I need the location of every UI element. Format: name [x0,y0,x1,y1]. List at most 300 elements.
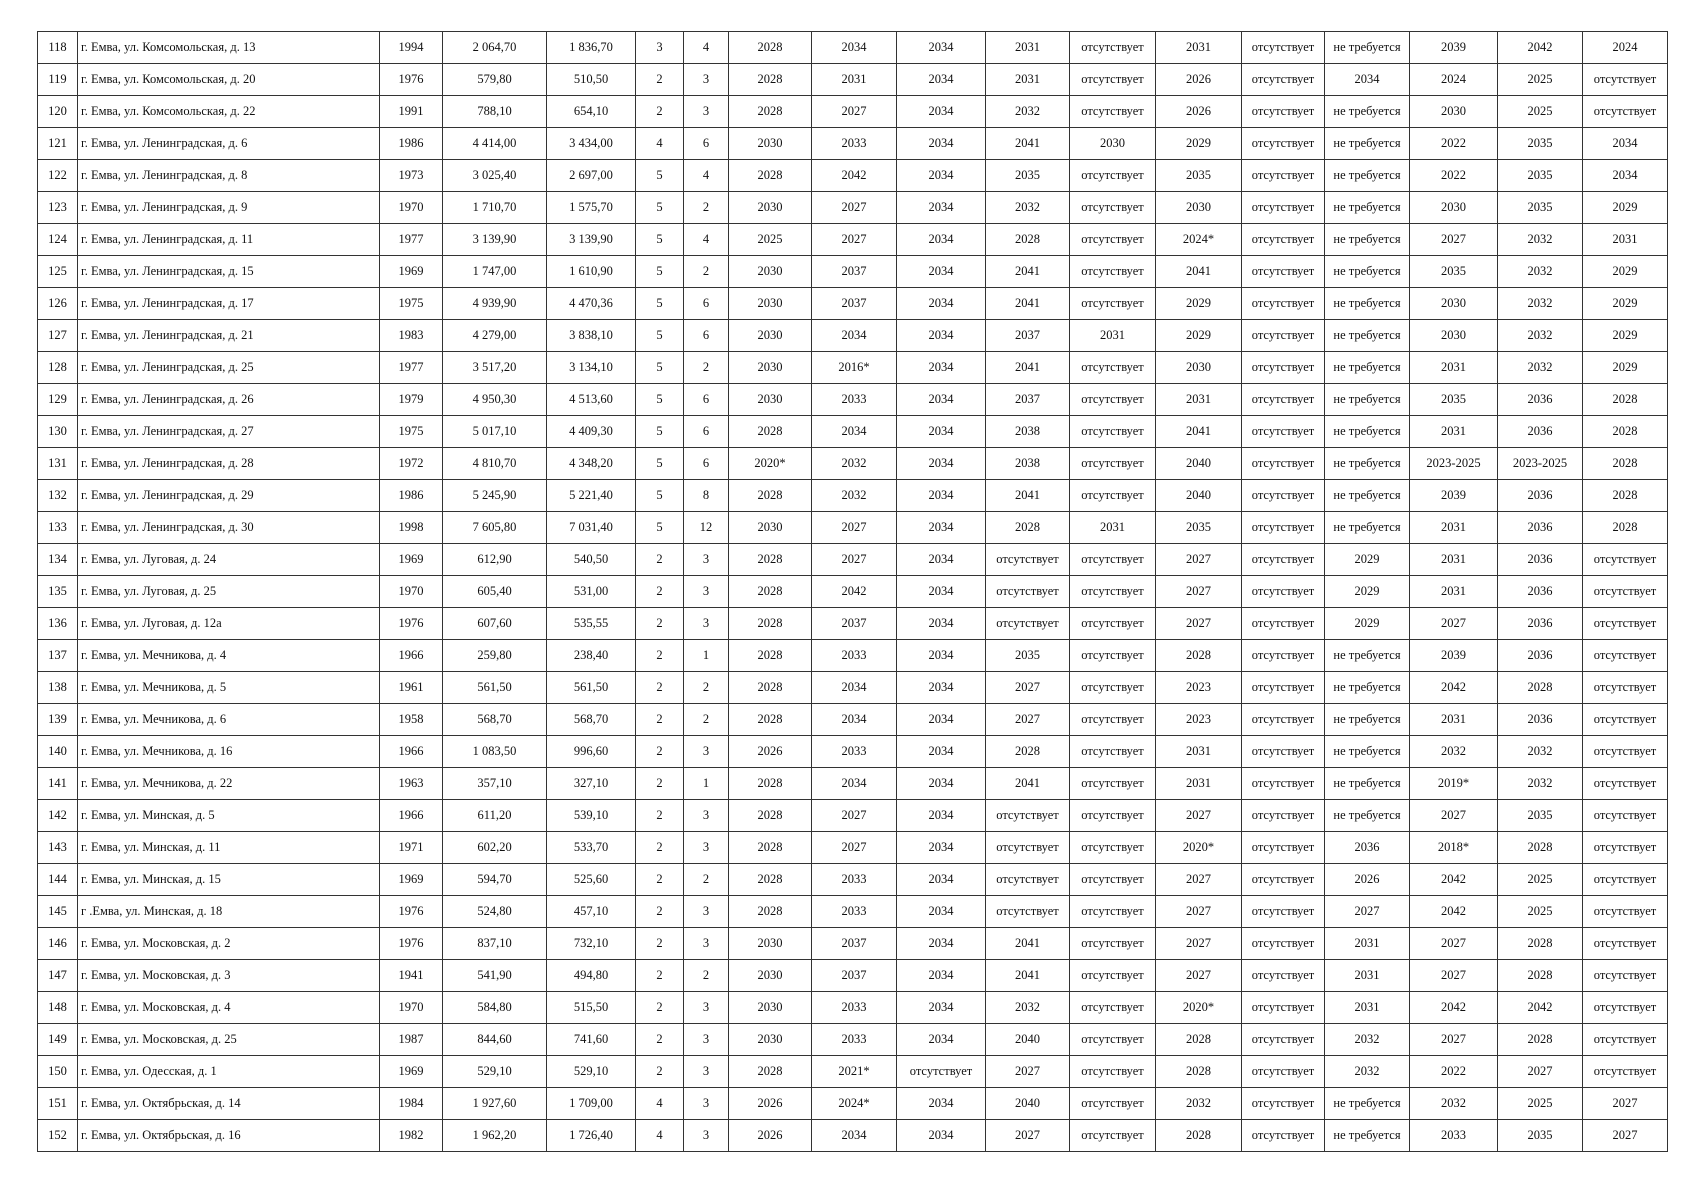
year-cell: 2027 [1410,224,1498,256]
year-cell: отсутствует [1583,576,1668,608]
entrances-cell: 2 [684,960,729,992]
year-cell: 2032 [1498,256,1583,288]
year-cell: отсутствует [1242,352,1325,384]
year-cell: 2028 [1498,960,1583,992]
year-cell: 2036 [1498,480,1583,512]
year-cell: 2041 [986,288,1070,320]
table-row [38,64,1668,96]
year-cell: отсутствует [1242,256,1325,288]
year-cell: отсутствует [1242,96,1325,128]
year-built-cell: 1961 [380,672,443,704]
floors-cell: 5 [636,448,684,480]
total-area-cell: 837,10 [443,928,547,960]
year-cell: 2029 [1156,320,1242,352]
year-cell: 2041 [986,128,1070,160]
year-cell: 2031 [1070,512,1156,544]
total-area-cell: 1 710,70 [443,192,547,224]
entrances-cell: 2 [684,864,729,896]
year-cell: отсутствует [1242,768,1325,800]
year-cell: отсутствует [1583,960,1668,992]
year-cell: отсутствует [1070,288,1156,320]
year-cell: 2034 [812,704,897,736]
year-cell: 2027 [1498,1056,1583,1088]
address-cell: г. Емва, ул. Одесская, д. 1 [78,1056,380,1088]
year-cell: отсутствует [1070,896,1156,928]
year-cell: отсутствует [1583,1056,1668,1088]
address-cell: г. Емва, ул. Луговая, д. 25 [78,576,380,608]
living-area-cell: 4 348,20 [547,448,636,480]
year-cell: 2034 [897,352,986,384]
address-cell: г. Емва, ул. Ленинградская, д. 8 [78,160,380,192]
total-area-cell: 4 950,30 [443,384,547,416]
year-cell: 2025 [1498,96,1583,128]
year-built-cell: 1963 [380,768,443,800]
year-cell: 2028 [986,736,1070,768]
year-cell: 2028 [729,640,812,672]
year-built-cell: 1991 [380,96,443,128]
floors-cell: 4 [636,1088,684,1120]
entrances-cell: 1 [684,640,729,672]
year-cell: отсутствует [1242,320,1325,352]
year-built-cell: 1983 [380,320,443,352]
year-cell: не требуется [1325,32,1410,64]
year-cell: 2033 [812,896,897,928]
table-row [38,1056,1668,1088]
year-cell: 2030 [1156,192,1242,224]
year-cell: 2037 [986,384,1070,416]
year-built-cell: 1998 [380,512,443,544]
year-cell: 2032 [986,992,1070,1024]
year-cell: 2036 [1325,832,1410,864]
year-cell: 2035 [1410,384,1498,416]
address-cell: г. Емва, ул. Ленинградская, д. 11 [78,224,380,256]
living-area-cell: 3 139,90 [547,224,636,256]
table-row [38,736,1668,768]
address-cell: г. Емва, ул. Минская, д. 15 [78,864,380,896]
entrances-cell: 6 [684,416,729,448]
year-cell: отсутствует [1070,928,1156,960]
total-area-cell: 4 279,00 [443,320,547,352]
year-cell: 2032 [1156,1088,1242,1120]
total-area-cell: 579,80 [443,64,547,96]
living-area-cell: 525,60 [547,864,636,896]
year-cell: 2036 [1498,384,1583,416]
entrances-cell: 3 [684,992,729,1024]
year-cell: 2035 [986,160,1070,192]
year-cell: не требуется [1325,512,1410,544]
year-cell: 2031 [986,32,1070,64]
floors-cell: 5 [636,352,684,384]
year-cell: 2034 [897,672,986,704]
year-cell: 2032 [1498,288,1583,320]
living-area-cell: 457,10 [547,896,636,928]
year-cell: 2034 [897,832,986,864]
floors-cell: 2 [636,544,684,576]
year-cell: 2034 [1583,160,1668,192]
year-cell: 2034 [812,32,897,64]
row-number-cell: 125 [38,256,78,288]
table-row [38,544,1668,576]
total-area-cell: 844,60 [443,1024,547,1056]
living-area-cell: 3 134,10 [547,352,636,384]
year-cell: 2028 [1156,1056,1242,1088]
year-cell: отсутствует [986,864,1070,896]
year-built-cell: 1976 [380,608,443,640]
table-row [38,160,1668,192]
total-area-cell: 612,90 [443,544,547,576]
year-cell: 2026 [1325,864,1410,896]
year-cell: отсутствует [1583,896,1668,928]
table-row [38,608,1668,640]
table-row [38,128,1668,160]
entrances-cell: 3 [684,576,729,608]
year-cell: 2036 [1498,576,1583,608]
year-cell: 2028 [1156,1024,1242,1056]
entrances-cell: 6 [684,448,729,480]
year-cell: 2033 [812,992,897,1024]
year-cell: не требуется [1325,704,1410,736]
year-cell: 2030 [729,960,812,992]
year-cell: 2037 [812,608,897,640]
year-cell: отсутствует [1070,32,1156,64]
year-cell: отсутствует [986,800,1070,832]
living-area-cell: 996,60 [547,736,636,768]
total-area-cell: 1 747,00 [443,256,547,288]
living-area-cell: 1 726,40 [547,1120,636,1152]
year-cell: 2042 [1410,992,1498,1024]
table-row [38,704,1668,736]
address-cell: г. Емва, ул. Октябрьская, д. 14 [78,1088,380,1120]
table-row [38,192,1668,224]
year-cell: 2028 [1583,416,1668,448]
year-cell: 2028 [1498,832,1583,864]
row-number-cell: 124 [38,224,78,256]
year-cell: 2028 [729,32,812,64]
total-area-cell: 3 517,20 [443,352,547,384]
row-number-cell: 148 [38,992,78,1024]
year-cell: отсутствует [1242,928,1325,960]
total-area-cell: 357,10 [443,768,547,800]
row-number-cell: 130 [38,416,78,448]
year-cell: 2034 [897,768,986,800]
table-row [38,992,1668,1024]
year-cell: не требуется [1325,352,1410,384]
living-area-cell: 1 575,70 [547,192,636,224]
table-row [38,448,1668,480]
year-cell: не требуется [1325,1088,1410,1120]
year-cell: отсутствует [1242,640,1325,672]
year-cell: 2033 [1410,1120,1498,1152]
year-cell: 2041 [986,928,1070,960]
year-cell: отсутствует [1070,416,1156,448]
year-cell: 2028 [729,800,812,832]
entrances-cell: 8 [684,480,729,512]
year-cell: 2025 [1498,1088,1583,1120]
year-cell: 2028 [729,160,812,192]
year-cell: 2024* [812,1088,897,1120]
living-area-cell: 2 697,00 [547,160,636,192]
living-area-cell: 533,70 [547,832,636,864]
year-built-cell: 1976 [380,928,443,960]
year-cell: 2031 [1156,736,1242,768]
year-cell: не требуется [1325,768,1410,800]
year-cell: 2028 [729,544,812,576]
year-cell: 2034 [897,864,986,896]
total-area-cell: 541,90 [443,960,547,992]
year-cell: 2041 [986,256,1070,288]
floors-cell: 4 [636,1120,684,1152]
row-number-cell: 136 [38,608,78,640]
row-number-cell: 143 [38,832,78,864]
row-number-cell: 149 [38,1024,78,1056]
year-cell: 2035 [1498,1120,1583,1152]
address-cell: г. Емва, ул. Ленинградская, д. 30 [78,512,380,544]
year-cell: отсутствует [1583,64,1668,96]
year-cell: 2035 [1498,192,1583,224]
year-cell: отсутствует [1583,704,1668,736]
table-row [38,352,1668,384]
row-number-cell: 150 [38,1056,78,1088]
floors-cell: 2 [636,672,684,704]
row-number-cell: 127 [38,320,78,352]
year-cell: 2028 [729,832,812,864]
year-cell: отсутствует [1070,608,1156,640]
year-cell: отсутствует [1242,160,1325,192]
year-cell: 2029 [1325,544,1410,576]
address-cell: г. Емва, ул. Московская, д. 25 [78,1024,380,1056]
year-cell: не требуется [1325,384,1410,416]
living-area-cell: 3 838,10 [547,320,636,352]
year-cell: 2029 [1325,608,1410,640]
year-cell: отсутствует [1583,992,1668,1024]
year-cell: 2034 [897,608,986,640]
entrances-cell: 2 [684,192,729,224]
year-cell: не требуется [1325,192,1410,224]
entrances-cell: 3 [684,800,729,832]
year-cell: не требуется [1325,640,1410,672]
year-cell: отсутствует [1242,384,1325,416]
year-cell: отсутствует [1070,192,1156,224]
entrances-cell: 3 [684,832,729,864]
living-area-cell: 529,10 [547,1056,636,1088]
year-cell: 2034 [897,896,986,928]
floors-cell: 5 [636,288,684,320]
year-cell: 2037 [986,320,1070,352]
address-cell: г. Емва, ул. Комсомольская, д. 22 [78,96,380,128]
year-cell: отсутствует [986,576,1070,608]
living-area-cell: 494,80 [547,960,636,992]
year-cell: 2034 [897,96,986,128]
table-row [38,320,1668,352]
year-cell: отсутствует [1242,64,1325,96]
floors-cell: 2 [636,640,684,672]
total-area-cell: 4 810,70 [443,448,547,480]
year-cell: 2034 [897,448,986,480]
year-cell: 2028 [729,896,812,928]
year-cell: 2031 [1325,992,1410,1024]
year-cell: 2038 [986,448,1070,480]
year-cell: 2034 [897,736,986,768]
year-cell: отсутствует [1242,512,1325,544]
year-built-cell: 1958 [380,704,443,736]
row-number-cell: 151 [38,1088,78,1120]
year-cell: 2035 [1498,128,1583,160]
year-cell: 2028 [729,96,812,128]
year-cell: 2031 [1070,320,1156,352]
year-cell: отсутствует [1070,448,1156,480]
address-cell: г. Емва, ул. Минская, д. 5 [78,800,380,832]
year-cell: 2027 [1156,800,1242,832]
year-cell: 2028 [1498,672,1583,704]
year-cell: отсутствует [1242,832,1325,864]
year-cell: 2034 [1583,128,1668,160]
row-number-cell: 144 [38,864,78,896]
year-cell: отсутствует [1070,704,1156,736]
address-cell: г. Емва, ул. Ленинградская, д. 9 [78,192,380,224]
living-area-cell: 654,10 [547,96,636,128]
year-cell: 2027 [1410,960,1498,992]
year-cell: 2025 [1498,864,1583,896]
year-cell: 2027 [1156,576,1242,608]
year-cell: 2028 [729,576,812,608]
floors-cell: 2 [636,704,684,736]
entrances-cell: 3 [684,928,729,960]
year-cell: 2027 [1156,928,1242,960]
year-cell: отсутствует [1242,32,1325,64]
address-cell: г. Емва, ул. Мечникова, д. 22 [78,768,380,800]
address-cell: г. Емва, ул. Мечникова, д. 5 [78,672,380,704]
address-cell: г. Емва, ул. Московская, д. 4 [78,992,380,1024]
year-cell: 2036 [1498,640,1583,672]
year-cell: 2028 [729,672,812,704]
year-cell: отсутствует [1242,896,1325,928]
year-cell: 2019* [1410,768,1498,800]
year-cell: отсутствует [1070,384,1156,416]
year-cell: 2023 [1156,672,1242,704]
year-cell: 2030 [1410,288,1498,320]
year-cell: 2026 [1156,96,1242,128]
year-cell: 2034 [897,640,986,672]
row-number-cell: 139 [38,704,78,736]
year-cell: 2034 [897,160,986,192]
year-cell: 2026 [729,1120,812,1152]
year-cell: 2034 [897,1120,986,1152]
table-row [38,416,1668,448]
total-area-cell: 561,50 [443,672,547,704]
row-number-cell: 129 [38,384,78,416]
floors-cell: 5 [636,224,684,256]
year-cell: 2037 [812,256,897,288]
year-cell: 2040 [1156,448,1242,480]
year-cell: 2030 [729,320,812,352]
year-cell: 2031 [1156,384,1242,416]
table-row [38,96,1668,128]
year-cell: 2031 [1410,352,1498,384]
year-cell: 2030 [729,928,812,960]
year-cell: 2030 [729,352,812,384]
year-cell: отсутствует [1242,192,1325,224]
year-cell: 2022 [1410,128,1498,160]
year-built-cell: 1975 [380,416,443,448]
year-cell: 2022 [1410,1056,1498,1088]
year-cell: отсутствует [1242,608,1325,640]
address-cell: г .Емва, ул. Минская, д. 18 [78,896,380,928]
table-row [38,928,1668,960]
year-cell: 2041 [1156,416,1242,448]
year-cell: 2039 [1410,480,1498,512]
table-row [38,896,1668,928]
living-area-cell: 5 221,40 [547,480,636,512]
year-cell: отсутствует [1583,864,1668,896]
address-cell: г. Емва, ул. Мечникова, д. 6 [78,704,380,736]
year-cell: 2020* [729,448,812,480]
year-cell: 2033 [812,640,897,672]
year-cell: 2029 [1583,352,1668,384]
year-cell: 2035 [1498,160,1583,192]
year-built-cell: 1970 [380,576,443,608]
year-built-cell: 1976 [380,896,443,928]
floors-cell: 2 [636,576,684,608]
total-area-cell: 3 139,90 [443,224,547,256]
year-cell: 2031 [1156,768,1242,800]
year-cell: отсутствует [1583,768,1668,800]
total-area-cell: 788,10 [443,96,547,128]
year-built-cell: 1975 [380,288,443,320]
row-number-cell: 152 [38,1120,78,1152]
year-cell: отсутствует [1242,1120,1325,1152]
floors-cell: 5 [636,256,684,288]
entrances-cell: 3 [684,608,729,640]
year-cell: 2035 [1498,800,1583,832]
year-cell: 2034 [897,960,986,992]
year-cell: 2023-2025 [1410,448,1498,480]
year-cell: отсутствует [1242,1056,1325,1088]
year-cell: 2028 [1583,384,1668,416]
table-row [38,512,1668,544]
row-number-cell: 145 [38,896,78,928]
year-cell: 2028 [729,704,812,736]
table-row [38,672,1668,704]
year-cell: 2030 [729,512,812,544]
year-cell: отсутствует [1242,960,1325,992]
year-cell: 2026 [1156,64,1242,96]
table-row [38,256,1668,288]
year-cell: 2024 [1583,32,1668,64]
year-cell: 2028 [1156,1120,1242,1152]
address-cell: г. Емва, ул. Ленинградская, д. 21 [78,320,380,352]
year-cell: отсутствует [1242,480,1325,512]
address-cell: г. Емва, ул. Мечникова, д. 4 [78,640,380,672]
floors-cell: 5 [636,192,684,224]
year-cell: отсутствует [1583,928,1668,960]
year-cell: 2027 [1325,896,1410,928]
year-cell: 2040 [986,1088,1070,1120]
year-cell: 2028 [729,1056,812,1088]
year-cell: 2042 [1498,992,1583,1024]
row-number-cell: 128 [38,352,78,384]
year-cell: 2031 [812,64,897,96]
year-cell: 2016* [812,352,897,384]
housing-repair-schedule-table [37,31,1668,1152]
floors-cell: 5 [636,384,684,416]
year-cell: 2034 [897,1024,986,1056]
year-cell: 2027 [1583,1120,1668,1152]
living-area-cell: 732,10 [547,928,636,960]
row-number-cell: 141 [38,768,78,800]
year-built-cell: 1970 [380,992,443,1024]
year-cell: 2020* [1156,992,1242,1024]
year-cell: 2025 [1498,896,1583,928]
